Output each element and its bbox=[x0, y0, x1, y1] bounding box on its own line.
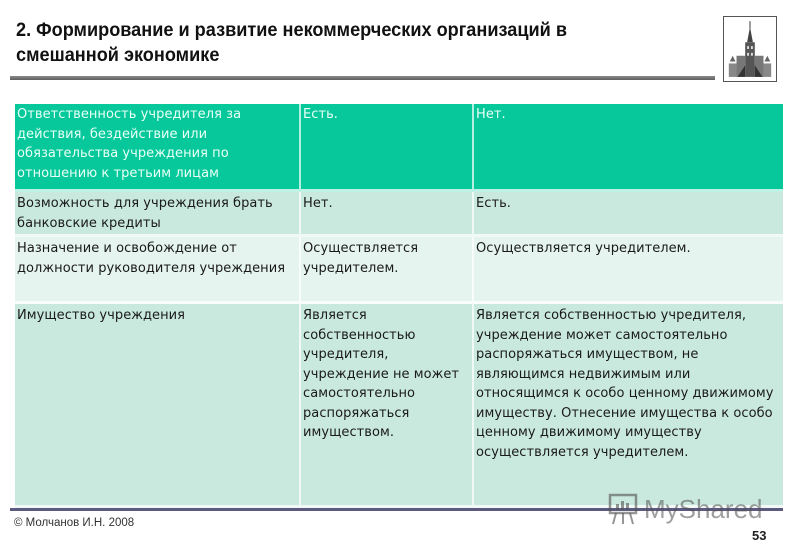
table-cell: Есть. bbox=[301, 104, 474, 192]
copyright-text: © Молчанов И.Н. 2008 bbox=[14, 517, 135, 529]
table-cell: Является собственностью учредителя, учреждение может самостоятельно распоряжаться имуществом, не являющимся недвижимым или относящимся к особо ценному движимому имуществу. Отнесение имущества к особо ценному движимому имуществу осуществляется учредителем. bbox=[474, 304, 783, 508]
table-cell: Нет. bbox=[474, 104, 783, 192]
table-cell-criterion: Имущество учреждения bbox=[15, 304, 301, 508]
presentation-board-icon bbox=[608, 492, 638, 526]
watermark bbox=[608, 492, 763, 526]
table-cell-criterion: Возможность для учреждения брать банковские кредиты bbox=[15, 192, 301, 237]
table-cell: Нет. bbox=[301, 192, 474, 237]
watermark-text: MyShared bbox=[644, 493, 763, 524]
table-cell: Есть. bbox=[474, 192, 783, 237]
comparison-table bbox=[15, 104, 783, 508]
table-cell: Является собственностью учредителя, учреждение не может самостоятельно распоряжаться имуществом. bbox=[301, 304, 474, 508]
slide-title: 2. Формирование и развитие некоммерческих организаций в смешанной экономике bbox=[16, 19, 567, 66]
table-cell: Осуществляется учредителем. bbox=[474, 237, 783, 304]
page-number: 53 bbox=[752, 528, 767, 543]
table-cell-criterion: Назначение и освобождение от должности руководителя учреждения bbox=[15, 237, 301, 304]
table-cell: Осуществляется учредителем. bbox=[301, 237, 474, 304]
title-divider bbox=[10, 76, 715, 80]
table-cell-criterion: Ответственность учредителя за действия, бездействие или обязательства учреждения по отношению к третьим лицам bbox=[15, 104, 301, 192]
university-building-icon bbox=[723, 16, 777, 82]
